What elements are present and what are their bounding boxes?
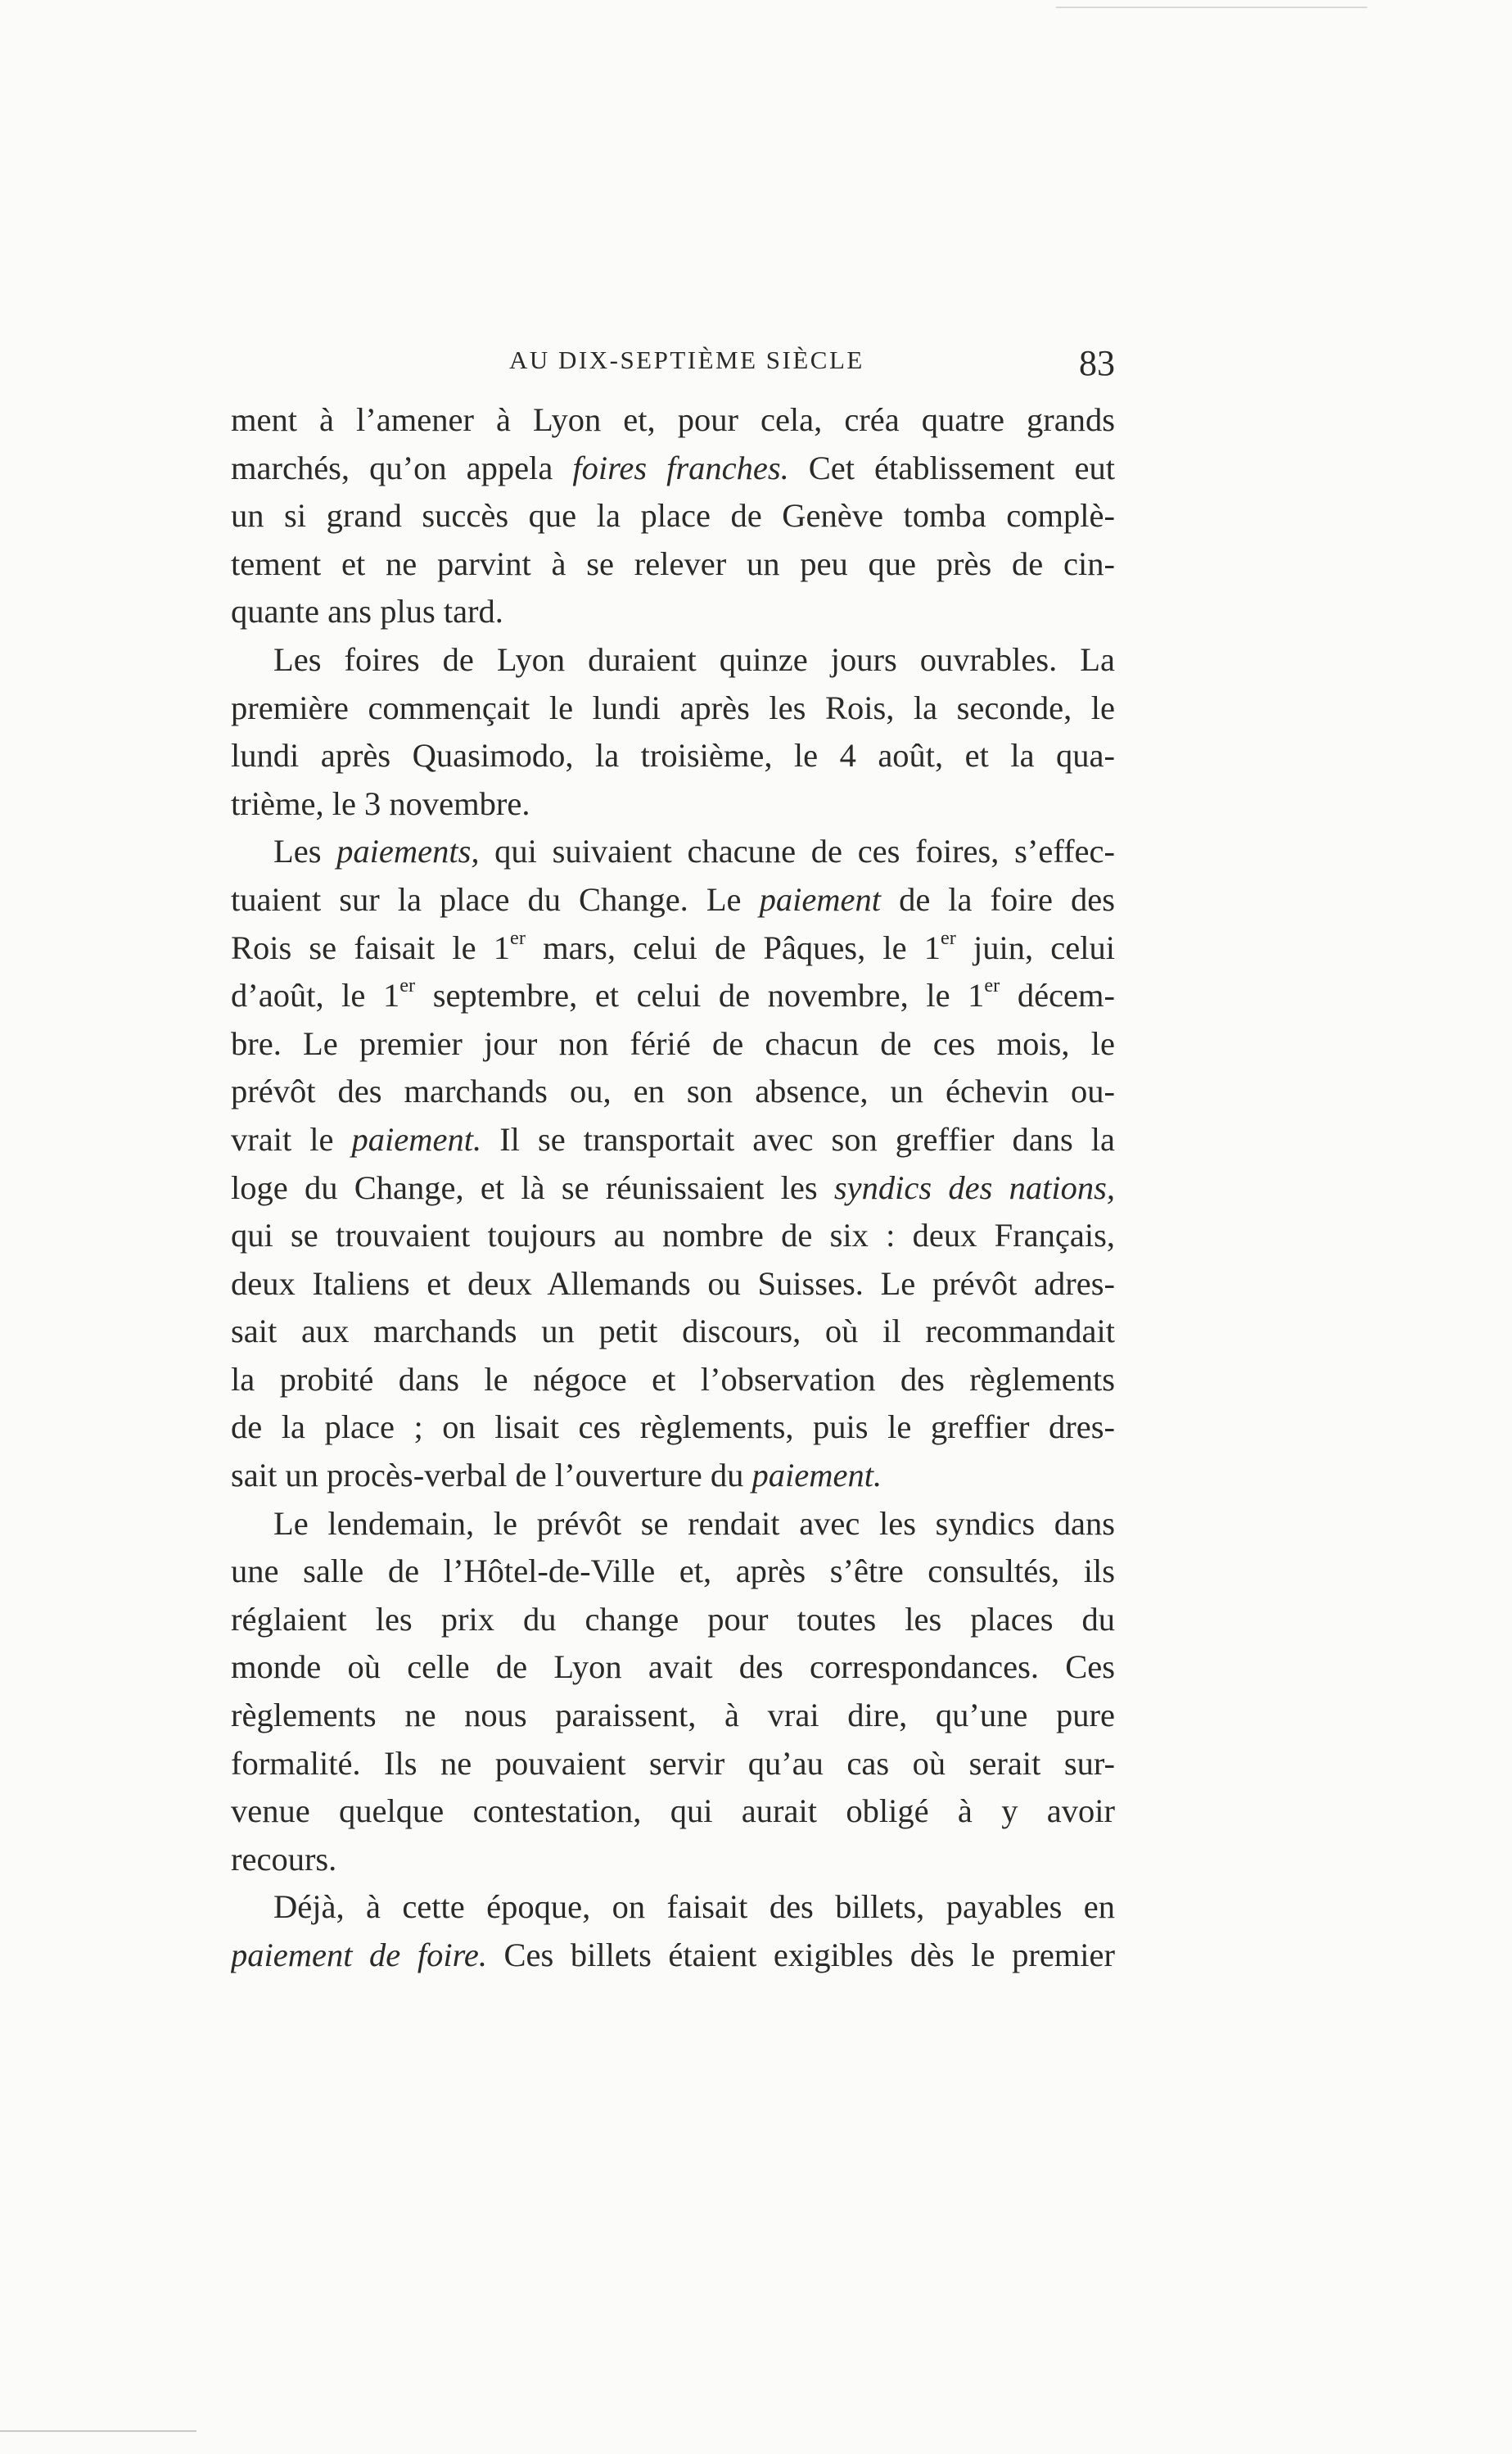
text-line: tuaient sur la place du Change. Le paiement de la foire des [231,880,1115,918]
ordinal-superscript: er [510,926,526,949]
text-line: lundi après Quasimodo, la troisième, le 4 août, et la qua- [231,737,1115,775]
scan-edge-mark-top [1056,7,1367,8]
text-line: Les foires de Lyon duraient quinze jours ouvrables. La [273,640,1115,678]
text-line: tement et ne parvint à se relever un peu que près de cin- [231,545,1115,582]
ordinal-superscript: er [940,926,956,949]
text-line: bre. Le premier jour non férié de chacun de ces mois, le [231,1024,1115,1062]
text-line: de la place ; on lisait ces règlements, puis le greffier dres- [231,1408,1115,1446]
text-line: marchés, qu’on appela foires franches. Cet établissement eut [231,449,1115,486]
italic-term: syndics des nations, [833,1168,1115,1206]
text-line: Le lendemain, le prévôt se rendait avec les syndics dans [273,1504,1115,1542]
paragraph-3 [231,828,1115,1499]
text-line: paiement de foire. Ces billets étaient exigibles dès le premier [231,1937,1115,1973]
italic-term: paiements, [336,833,480,870]
text-line: sait aux marchands un petit discours, où il recommandait [231,1313,1115,1350]
text-line: vrait le paiement. Il se transportait avec son greffier dans la [231,1120,1115,1158]
text-line: un si grand succès que la place de Genève tomba complè- [231,497,1115,535]
page-number: 83 [1079,343,1115,383]
italic-term: paiement [759,880,882,918]
text-line: Les paiements, qui suivaient chacune de ces foires, s’effec- [273,833,1115,870]
text-line: formalité. Ils ne pouvaient servir qu’au cas où serait sur- [231,1744,1115,1782]
italic-term: paiement de foire. [231,1937,487,1973]
italic-term: paiement. [751,1457,882,1494]
text-line: première commençait le lundi après les Rois, la seconde, le [231,689,1115,726]
ordinal-superscript: er [984,974,1000,997]
text-line: qui se trouvaient toujours au nombre de six : deux Français, [231,1217,1115,1254]
text-line: monde où celle de Lyon avait des correspondances. Ces [231,1648,1115,1686]
paragraph-5 [231,1883,1115,1979]
scan-edge-mark-bottom [0,2430,196,2432]
text-line: deux Italiens et deux Allemands ou Suisses. Le prévôt adres- [231,1264,1115,1302]
italic-term: paiement. [351,1120,482,1158]
text-line: la probité dans le négoce et l’observation des règlements [231,1360,1115,1398]
italic-term: foires franches. [572,449,789,486]
text-line: trième, le 3 novembre. [231,784,530,822]
paragraph-1 [231,396,1115,636]
text-line: réglaient les prix du change pour toutes les places du [231,1600,1115,1638]
page-header [231,342,1115,391]
text-line: prévôt des marchands ou, en son absence, un échevin ou- [231,1073,1115,1110]
ordinal-superscript: er [399,974,416,997]
body-text [231,396,1115,1980]
paragraph-4 [231,1500,1115,1884]
text-line: règlements ne nous paraissent, à vrai dire, qu’une pure [231,1697,1115,1734]
text-line: quante ans plus tard. [231,593,503,630]
text-line: Déjà, à cette époque, on faisait des billets, payables en [273,1888,1115,1926]
text-line: loge du Change, et là se réunissaient les syndics des nations, [231,1168,1115,1206]
text-line: d’août, le 1er septembre, et celui de novembre, le 1er décem- [231,974,1115,1015]
text-line: sait un procès-verbal de l’ouverture du paiement. [231,1457,882,1494]
text-line: ment à l’amener à Lyon et, pour cela, créa quatre grands [231,401,1115,438]
text-line: venue quelque contestation, qui aurait obligé à y avoir [231,1792,1115,1830]
text-line: Rois se faisait le 1er mars, celui de Pâques, le 1er juin, celui [231,926,1115,966]
running-title: AU DIX-SEPTIÈME SIÈCLE [509,346,864,374]
text-line: une salle de l’Hôtel-de-Ville et, après s’être consultés, ils [231,1552,1115,1590]
paragraph-2 [231,636,1115,828]
text-line: recours. [231,1840,337,1878]
